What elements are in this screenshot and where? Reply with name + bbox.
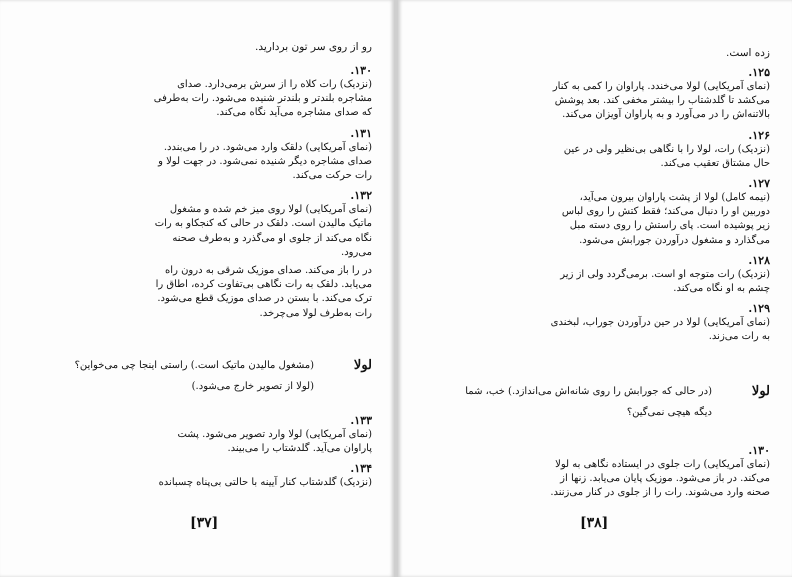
shot-description: (نمای آمریکایی) رات جلوی در ایستاده نگاهی به لولا می‌کند. در باز می‌شود. موزیک پایان می‌یابد. زنها از صحنه وارد می‌شوند. رات را از جلوی در کنار می‌زنند.	[550, 459, 770, 499]
shot-description: (نزدیک) گلدشتاب کنار آیینه با حالتی بی‌پناه چسبانده	[158, 477, 372, 489]
page-number: [۳۷]	[190, 515, 219, 531]
left-top-line: رو از روی سر تون بردارید.	[255, 41, 372, 53]
dialogue-line-continued: دیگه هیچی نمی‌گین؟	[626, 407, 712, 418]
shot-number: ۱۲۷.	[748, 177, 770, 191]
dialogue-line: (در حالی که جورابش را روی شانه‌اش می‌اندازد.) خب، شما	[465, 386, 712, 397]
shot-description: (نمای آمریکایی) لولا در حین درآوردن جوراب، لبخندی به رات می‌زند.	[550, 317, 770, 343]
shot-description: (نزدیک) رات کلاه را از سرش برمی‌دارد. صدای مشاجره بلندتر و بلندتر شنیده می‌شود. رات به‌طرفی که صدای مشاجره می‌آید نگاه می‌کند.	[153, 79, 372, 119]
shot-description: (نزدیک) رات متوجه او است. برمی‌گردد ولی از زیر چشم به او نگاه می‌کند.	[560, 268, 770, 295]
shot-description-continued: در را باز می‌کند. صدای موزیک شرقی به درون راه می‌یابد. دلقک به رات نگاهی بی‌تفاوت کرده، اطاق را ترک می‌کند. با بستن در صدای موزیک قطع می‌شود. رات به‌طرف لولا می‌چرخد.	[155, 265, 372, 319]
speaker-name: لولا	[353, 358, 372, 373]
shot-description: (نیمه کامل) لولا از پشت پاراوان بیرون می‌آید، دوربین او را دنبال می‌کند؛ فقط کتش را روی لباس زیر پوشیده است. پای راستش را روی دسته مبل می‌گذارد و مشغول درآوردن جورابش می‌شود.	[561, 192, 770, 246]
speaker-name: لولا	[751, 384, 770, 399]
page-number: [۳۸]	[580, 515, 609, 531]
shot-description: (نمای آمریکایی) لولا وارد تصویر می‌شود. پشت پاراوان می‌آید. گلدشتاب را می‌بیند.	[177, 429, 372, 455]
shot-number: ۱۲۵.	[748, 66, 770, 79]
shot-number: ۱۲۹.	[748, 302, 770, 316]
shot-description: (نمای آمریکایی) لولا می‌خندد. پاراوان را کمی به کنار می‌کشد تا گلدشتاب را بیشتر مخفی کند. بعد پوشش بالاتنه‌اش را در می‌آورد و به پاراوان آویزان می‌کند.	[552, 81, 770, 121]
shot-number: ۱۳۳.	[350, 414, 372, 427]
shot-number: ۱۳۴.	[350, 462, 372, 476]
shot-number: ۱۳۲.	[350, 189, 372, 203]
dialogue-line: (مشغول مالیدن ماتیک است.) راستی اینجا چی می‌خواین؟	[74, 360, 314, 371]
right-top-line: زده است.	[726, 47, 770, 59]
stage-direction: (لولا از تصویر خارج می‌شود.)	[191, 381, 314, 392]
left-page	[0, 0, 394, 577]
shot-number: ۱۳۱.	[350, 126, 372, 140]
dialogue-block	[28, 358, 372, 394]
shot-number: ۱۳۰.	[748, 444, 770, 457]
dialogue-block	[426, 384, 770, 420]
shot-number: ۱۳۰.	[350, 64, 372, 77]
right-page	[398, 0, 792, 577]
shot-description: (نمای آمریکایی) لولا روی میز خم شده و مشغول ماتیک مالیدن است. دلقک در حالی که کنجکاو به رات نگاه می‌کند از جلوی او می‌گذرد و به‌طرف صحنه می‌رود.	[154, 204, 372, 258]
shot-number: ۱۲۶.	[748, 128, 770, 142]
shot-number: ۱۲۸.	[748, 253, 770, 267]
shot-description: (نزدیک) رات، لولا را با نگاهی بی‌نظیر ولی در عین حال مشتاق تعقیب می‌کند.	[563, 143, 770, 169]
left-page-text-bottom	[150, 408, 372, 537]
shot-description: (نمای آمریکایی) دلقک وارد می‌شود. در را می‌بندد. صدای مشاجره دیگر شنیده نمی‌شود. در جهت لولا و رات حرکت می‌کند.	[158, 141, 372, 182]
